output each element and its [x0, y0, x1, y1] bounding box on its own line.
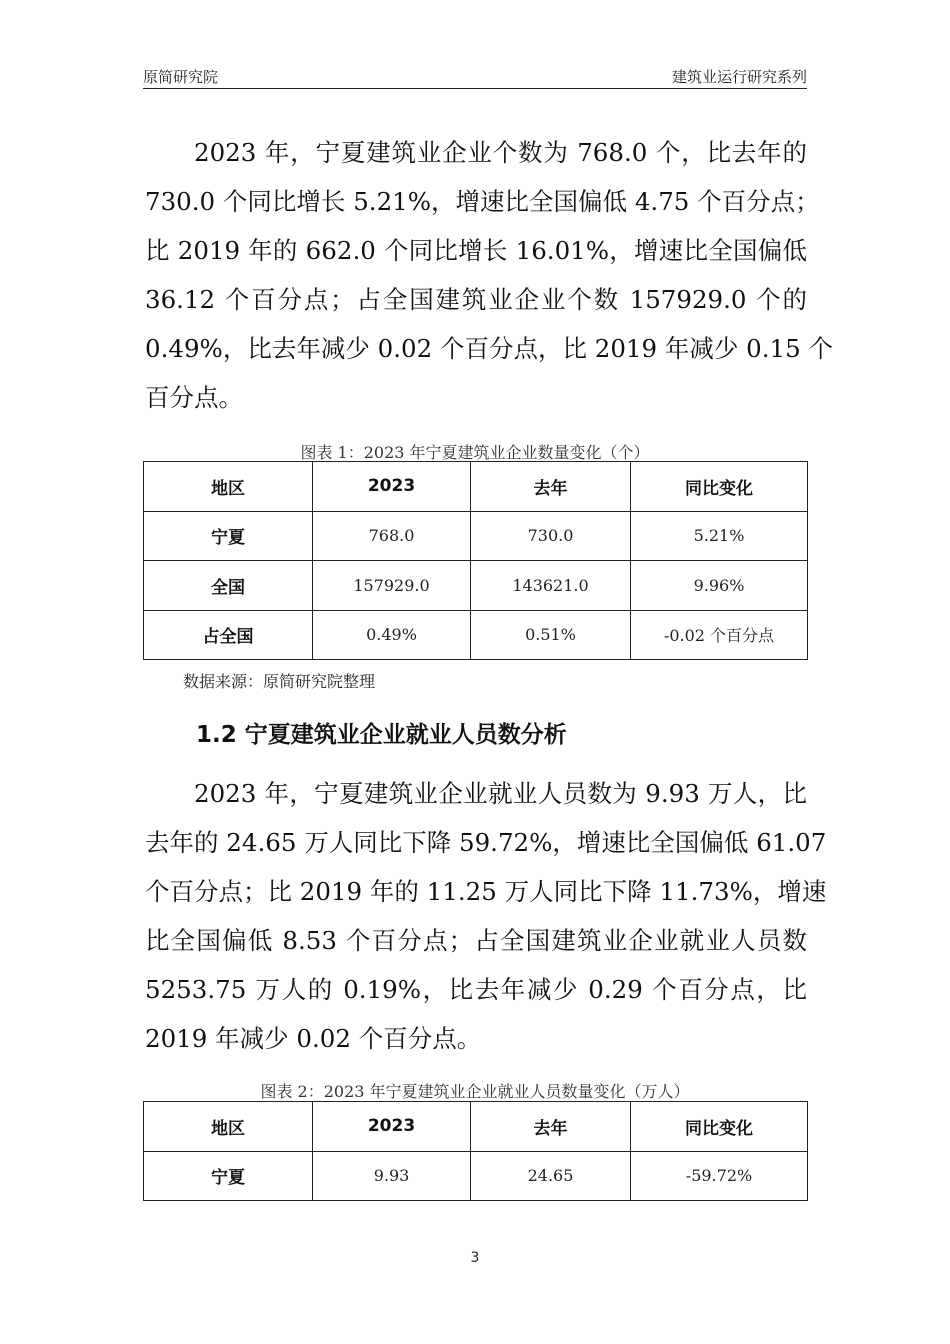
column-header-2023: 2023: [313, 462, 471, 512]
section-heading: 1.2 宁夏建筑业企业就业人员数分析: [196, 722, 567, 748]
column-header-yoy-change: 同比变化: [631, 1102, 808, 1152]
column-header-last-year: 去年: [471, 462, 631, 512]
table-cell: 9.96%: [631, 561, 808, 611]
table-cell: 143621.0: [471, 561, 631, 611]
table-cell: 0.51%: [471, 610, 631, 660]
table-enterprise-count: [143, 461, 808, 660]
header-divider: [143, 88, 807, 89]
table-row: [144, 1151, 808, 1201]
paragraph-line: 36.12 个百分点；占全国建筑业企业个数 157929.0 个的: [145, 285, 807, 314]
table-header-row: [144, 1102, 808, 1152]
column-header-last-year: 去年: [471, 1102, 631, 1152]
paragraph-line: 2023 年，宁夏建筑业企业个数为 768.0 个，比去年的: [194, 138, 807, 167]
header-org-name: 原简研究院: [143, 68, 219, 86]
row-label: 全国: [144, 561, 313, 611]
paragraph-line: 去年的 24.65 万人同比下降 59.72%，增速比全国偏低 61.07: [145, 828, 827, 857]
column-header-yoy-change: 同比变化: [631, 462, 808, 512]
paragraph-line: 5253.75 万人的 0.19%，比去年减少 0.29 个百分点，比: [145, 975, 807, 1004]
table1-caption: 图表 1：2023 年宁夏建筑业企业数量变化（个）: [300, 443, 650, 462]
column-header-2023: 2023: [313, 1102, 471, 1152]
paragraph-line: 百分点。: [145, 383, 243, 412]
paragraph-line: 比 2019 年的 662.0 个同比增长 16.01%，增速比全国偏低: [145, 236, 807, 265]
table-employee-count: [143, 1101, 808, 1201]
table2-caption: 图表 2：2023 年宁夏建筑业企业就业人员数量变化（万人）: [260, 1082, 690, 1101]
table-row: [144, 511, 808, 561]
page-number: 3: [470, 1250, 480, 1266]
row-label: 占全国: [144, 610, 313, 660]
column-header-region: 地区: [144, 1102, 313, 1152]
paragraph-line: 0.49%，比去年减少 0.02 个百分点，比 2019 年减少 0.15 个: [145, 334, 834, 363]
table-cell: -0.02 个百分点: [631, 610, 808, 660]
paragraph-line: 2023 年，宁夏建筑业企业就业人员数为 9.93 万人，比: [194, 779, 807, 808]
paragraph-line: 个百分点；比 2019 年的 11.25 万人同比下降 11.73%，增速: [145, 877, 827, 906]
paragraph-line: 比全国偏低 8.53 个百分点；占全国建筑业企业就业人员数: [145, 926, 807, 955]
paragraph-enterprise-count: [145, 128, 834, 422]
table-row: [144, 561, 808, 611]
header-series-title: 建筑业运行研究系列: [671, 68, 807, 86]
table-cell: 5.21%: [631, 511, 808, 561]
paragraph-employee-count: [145, 769, 827, 1063]
table-cell: 730.0: [471, 511, 631, 561]
paragraph-line: 730.0 个同比增长 5.21%，增速比全国偏低 4.75 个百分点；: [145, 187, 820, 216]
table-cell: 157929.0: [313, 561, 471, 611]
table-cell: -59.72%: [631, 1151, 808, 1201]
table-cell: 768.0: [313, 511, 471, 561]
paragraph-line: 2019 年减少 0.02 个百分点。: [145, 1024, 482, 1053]
table-cell: 24.65: [471, 1151, 631, 1201]
table-cell: 0.49%: [313, 610, 471, 660]
table-cell: 9.93: [313, 1151, 471, 1201]
row-label: 宁夏: [144, 1151, 313, 1201]
column-header-region: 地区: [144, 462, 313, 512]
table-row: [144, 610, 808, 660]
table-header-row: [144, 462, 808, 512]
row-label: 宁夏: [144, 511, 313, 561]
data-source-note: 数据来源：原简研究院整理: [183, 672, 376, 691]
